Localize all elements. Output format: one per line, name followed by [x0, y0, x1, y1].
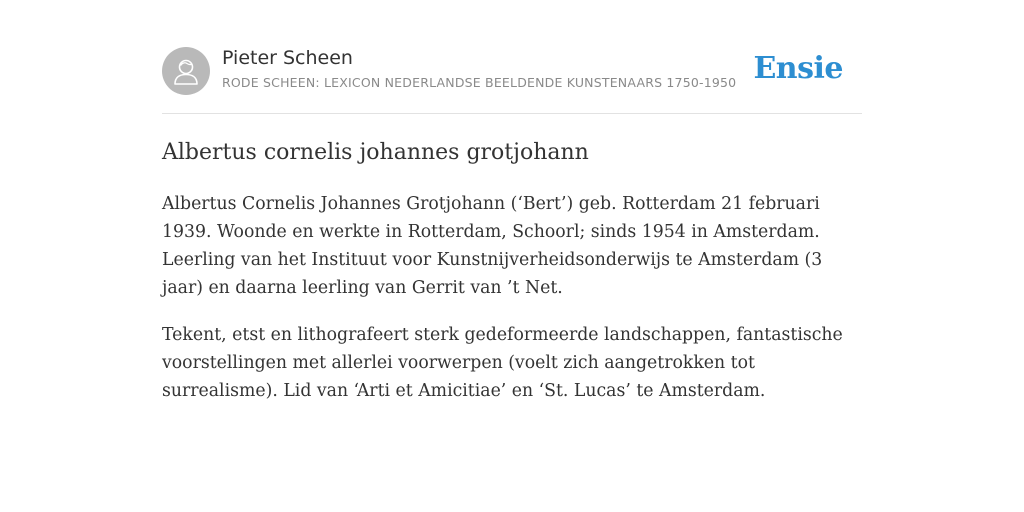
article-header — [162, 44, 862, 114]
author-avatar[interactable] — [162, 47, 210, 95]
source-title[interactable]: RODE SCHEEN: LEXICON NEDERLANDSE BEELDENDE KUNSTENAARS 1750-1950 — [222, 75, 737, 90]
article-body — [162, 190, 862, 424]
author-name[interactable]: Pieter Scheen — [222, 47, 353, 69]
article-paragraph: Tekent, etst en lithografeert sterk gedeformeerde landschappen, fantastische voorstellingen met allerlei voorwerpen (voelt zich aangetrokken tot surrealisme). Lid van ‘Arti et Amicitiae’ en ‘St. Lucas’ te Amsterdam. — [162, 325, 843, 401]
brand-logo[interactable]: Ensie — [753, 51, 843, 86]
user-silhouette-icon — [162, 47, 210, 95]
article-paragraph: Albertus Cornelis Johannes Grotjohann (‘Bert’) geb. Rotterdam 21 februari 1939. Woonde en werkte in Rotterdam, Schoorl; sinds 1954 in Amsterdam. Leerling van het Instituut voor Kunstnijverheidsonderwijs te Amsterdam (3 jaar) en daarna leerling van Gerrit van ’t Net. — [162, 194, 823, 298]
article-title: Albertus cornelis johannes grotjohann — [162, 140, 589, 165]
